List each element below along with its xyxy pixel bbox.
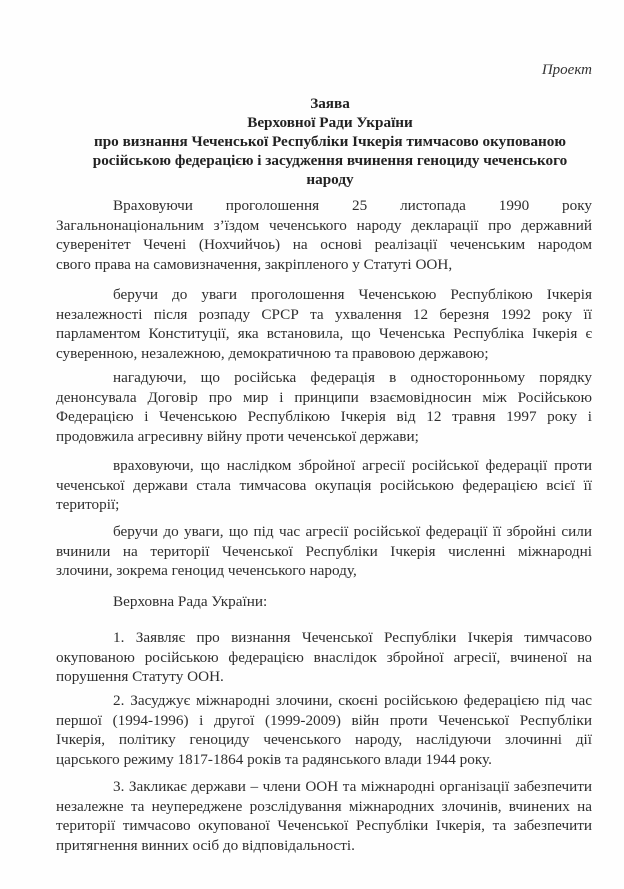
preamble-paragraph bbox=[56, 196, 592, 274]
preamble-paragraph bbox=[56, 368, 592, 446]
text-line: вчинили на території Чеченської Республіки Ічкерія численні міжнародні bbox=[56, 542, 592, 560]
document-title bbox=[60, 94, 600, 189]
preamble-paragraph bbox=[56, 285, 592, 363]
text-line: Ічкерія, політику геноциду чеченського народу, наслідуючи злочинні дії bbox=[56, 731, 592, 748]
text-line: свого права на самовизначення, закріпленого у Статуті ООН, bbox=[56, 255, 453, 273]
text-line: Федерацією і Чеченською Республікою Ічкерія від 12 травня 1997 року і bbox=[56, 408, 592, 425]
preamble-paragraph bbox=[56, 456, 592, 515]
text-line: 1. Заявляє про визнання Чеченської Республіки Ічкерія тимчасово bbox=[113, 629, 592, 646]
title-line: Заява bbox=[310, 95, 350, 112]
resolution-item-3 bbox=[56, 777, 592, 855]
text-line: денонсувала Договір про мир і принципи взаємовідносин між Російською bbox=[56, 388, 592, 406]
title-line: російською федерацією і засудження вчинення геноциду чеченського bbox=[92, 152, 568, 169]
text-line: злочини, зокрема геноцид чеченського народу, bbox=[56, 562, 357, 579]
preamble-paragraph bbox=[56, 522, 592, 581]
text-line: суверенітет Чечені (Нохчийчоь) на основі реалізації чеченським народом bbox=[56, 236, 592, 253]
text-line: Загальнонаціональним з’їздом чеченського народу декларації про державний bbox=[56, 216, 592, 234]
text-line: незалежності після розпаду СРСР та ухвалення 12 березня 1992 року її bbox=[56, 305, 592, 323]
text-line: території тимчасово окупованої Чеченської Республіки Ічкерія, та забезпечити bbox=[56, 817, 592, 834]
text-line: території; bbox=[56, 496, 120, 513]
text-line: Враховуючи проголошення 25 листопада 1990 року bbox=[113, 197, 592, 214]
text-line: враховуючи, що наслідком збройної агресії російської федерації проти bbox=[113, 457, 592, 474]
text-line: незалежне та неупереджене розслідування міжнародних злочинів, вчинених на bbox=[56, 797, 592, 815]
text-line: 3. Закликає держави – члени ООН та міжнародні організації забезпечити bbox=[113, 778, 592, 795]
text-line: парламентом Конституції, яка встановила, що Чеченська Республіка Ічкерія є bbox=[56, 325, 592, 342]
title-line: про визнання Чеченської Республіки Ічкерія тимчасово окупованою bbox=[93, 133, 566, 150]
text-line: царського режиму 1817-1864 років та радянського влади 1944 року. bbox=[56, 750, 492, 768]
draft-stamp: Проект bbox=[541, 62, 592, 78]
text-line: порушення Статуту ООН. bbox=[56, 668, 224, 685]
title-line: народу bbox=[306, 171, 354, 188]
text-line: беручи до уваги, що під час агресії російської федерації її збройні сили bbox=[113, 523, 592, 540]
text-line: Верховна Рада України: bbox=[113, 593, 268, 610]
resolution-item-1 bbox=[56, 628, 592, 687]
text-line: чеченської держави стала тимчасова окупація російською федерацією всієї її bbox=[56, 476, 592, 494]
text-line: беручи до уваги проголошення Чеченською Республікою Ічкерія bbox=[113, 286, 592, 303]
text-line: суверенною, незалежною, демократичною та правовою державою; bbox=[56, 344, 489, 362]
text-line: притягнення винних осіб до відповідальності. bbox=[56, 836, 355, 854]
text-line: окупованою російською федерацією внаслідок збройної агресії, вчиненої на bbox=[56, 648, 592, 666]
title-line: Верховної Ради України bbox=[247, 114, 413, 131]
text-line: продовжила агресивну війну проти чеченської держави; bbox=[56, 427, 419, 445]
text-line: першої (1994-1996) і другої (1999-2009) війн проти Чеченської Республіки bbox=[56, 711, 592, 729]
resolution-intro bbox=[56, 592, 592, 612]
resolution-item-2 bbox=[56, 691, 592, 769]
text-line: 2. Засуджує міжнародні злочини, скоєні російською федерацією під час bbox=[113, 692, 592, 709]
text-line: нагадуючи, що російська федерація в односторонньому порядку bbox=[113, 369, 592, 386]
